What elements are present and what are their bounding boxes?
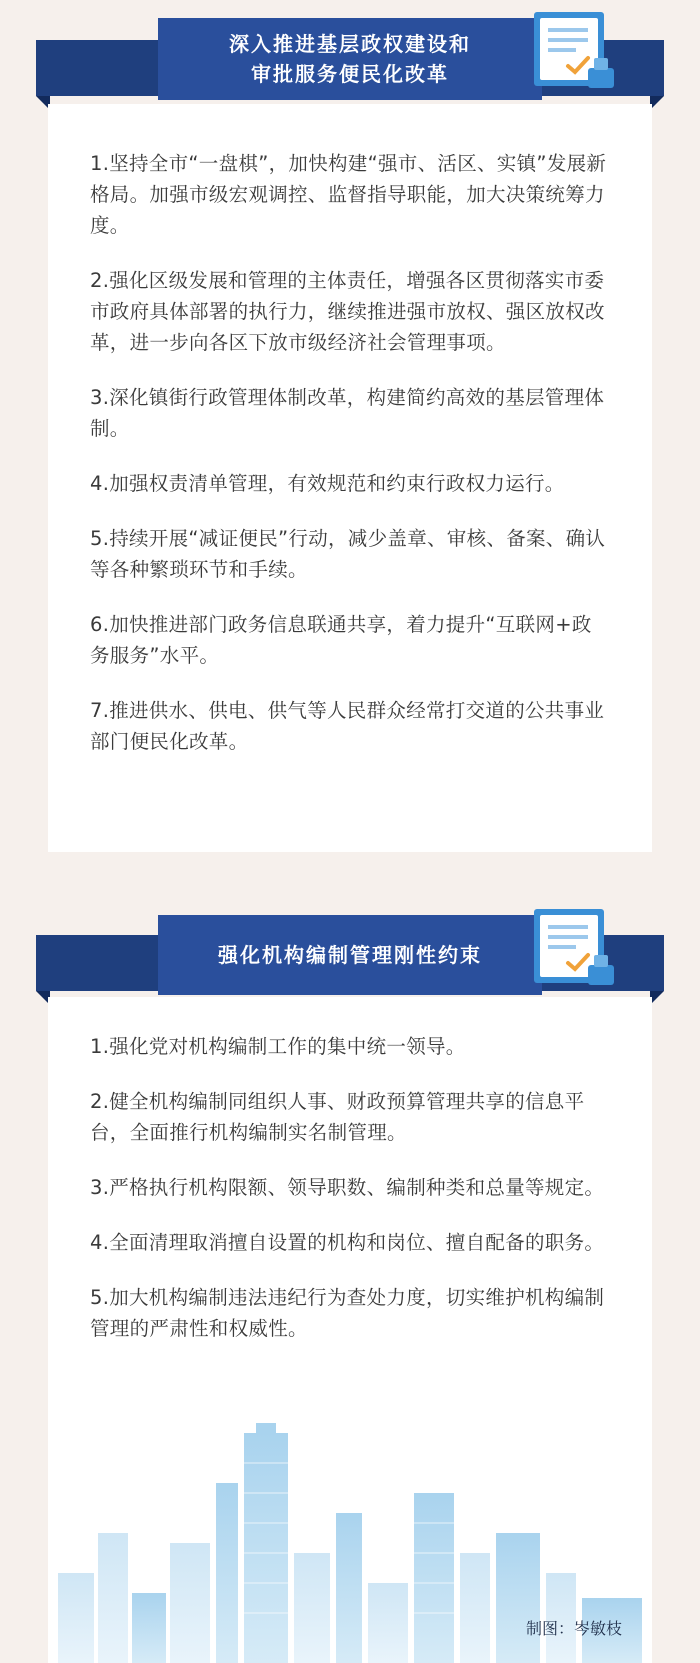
list-item: 5.持续开展“减证便民”行动，减少盖章、审核、备案、确认等各种繁琐环节和手续。 <box>90 527 606 581</box>
section-title-line-1: 深入推进基层政权建设和 <box>229 32 471 56</box>
list-item: 3.深化镇街行政管理体制改革，构建简约高效的基层管理体制。 <box>90 386 605 440</box>
list-item: 7.推进供水、供电、供气等人民群众经常打交道的公共事业部门便民化改革。 <box>90 699 605 753</box>
list-item: 6.加快推进部门政务信息联通共享，着力提升“互联网+政务服务”水平。 <box>90 613 592 667</box>
section-header <box>158 915 542 995</box>
section-title-line-1: 强化机构编制管理刚性约束 <box>218 943 482 967</box>
list-item: 2.健全机构编制同组织人事、财政预算管理共享的信息平台，全面推行机构编制实名制管理。 <box>90 1090 585 1144</box>
list-item: 4.加强权责清单管理，有效规范和约束行政权力运行。 <box>90 472 565 495</box>
section-header <box>158 18 542 100</box>
document-check-icon <box>528 903 620 991</box>
list-item: 1.强化党对机构编制工作的集中统一领导。 <box>90 1035 466 1058</box>
image-credit: 制图：岑敏枝 <box>525 1619 622 1638</box>
list-item: 1.坚持全市“一盘棋”，加快构建“强市、活区、实镇”发展新格局。加强市级宏观调控、监督指导职能，加大决策统筹力度。 <box>90 152 607 237</box>
document-check-icon <box>528 6 620 94</box>
list-item: 2.强化区级发展和管理的主体责任，增强各区贯彻落实市委市政府具体部署的执行力，继续推进强市放权、强区放权改革，进一步向各区下放市级经济社会管理事项。 <box>90 269 605 354</box>
content-card <box>48 104 652 852</box>
section-title-line-2: 审批服务便民化改革 <box>251 62 449 86</box>
list-item: 5.加大机构编制违法违纪行为查处力度，切实维护机构编制管理的严肃性和权威性。 <box>90 1286 605 1340</box>
list-item: 4.全面清理取消擅自设置的机构和岗位、擅自配备的职务。 <box>90 1231 605 1254</box>
list-item: 3.严格执行机构限额、领导职数、编制种类和总量等规定。 <box>90 1176 605 1199</box>
